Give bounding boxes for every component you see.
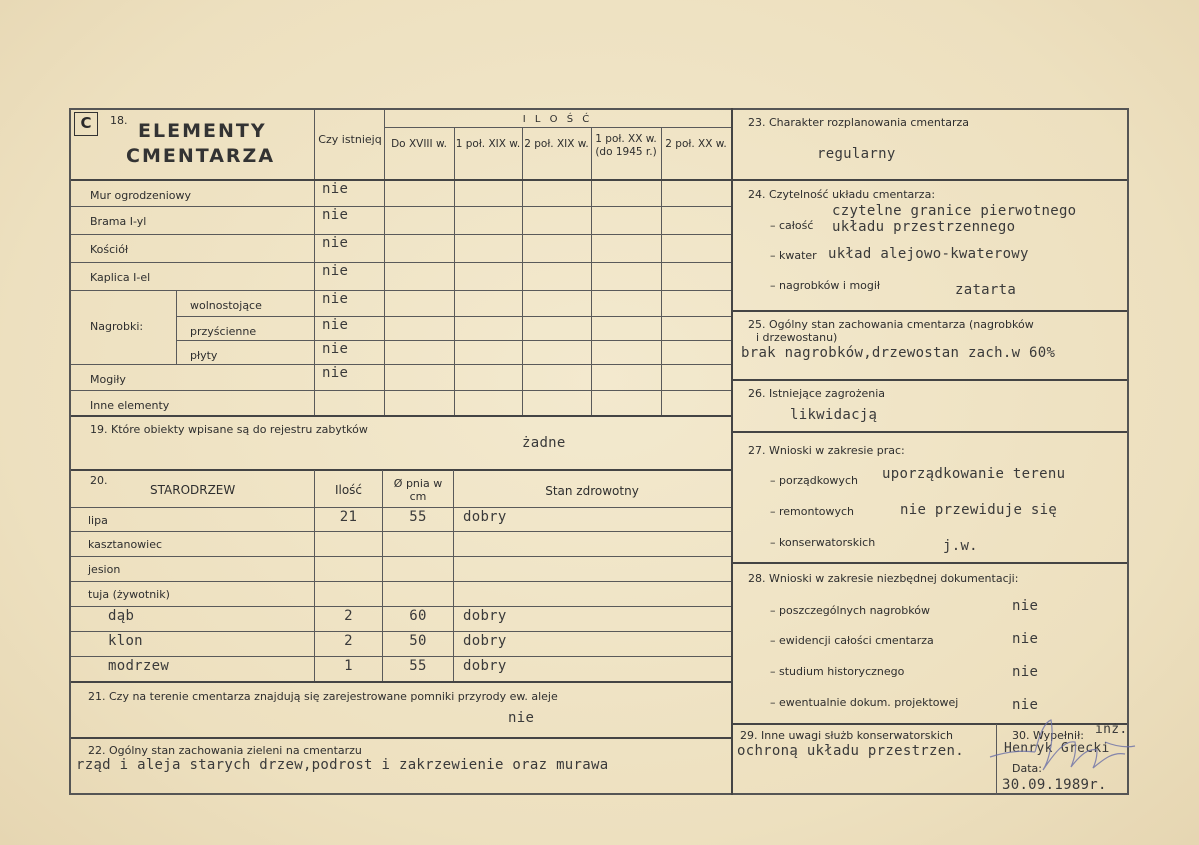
s30-date: 30.09.1989r. xyxy=(1002,777,1107,793)
s24-nagrobkow-label: – nagrobków i mogił xyxy=(770,279,881,292)
grid-line xyxy=(176,316,731,317)
period-header: 1 poł. XIX w. xyxy=(455,138,521,150)
grid-line xyxy=(733,431,1127,433)
grid-line xyxy=(71,262,731,263)
grid-line xyxy=(176,340,731,341)
tree-qty: 21 xyxy=(339,509,358,525)
s22-answer: rząd i aleja starych drzew,podrost i zakrzewienie oraz murawa xyxy=(76,757,609,773)
grid-line xyxy=(384,110,385,416)
s24-kwater-label: – kwater xyxy=(770,249,817,262)
period-header: 2 poł. XX w. xyxy=(665,138,727,150)
tree-name: lipa xyxy=(88,514,108,527)
element-row-label: płyty xyxy=(190,349,218,362)
s24-calosc-value2: układu przestrzennego xyxy=(832,219,1016,235)
element-row-label: Kaplica I-el xyxy=(90,271,151,284)
s28-item-label: – poszczególnych nagrobków xyxy=(770,604,930,617)
s30-name: Henryk Grecki xyxy=(1004,741,1110,756)
tree-qty: 2 xyxy=(344,633,353,649)
element-row-label: Kościół xyxy=(90,243,129,256)
grid-line xyxy=(661,128,662,416)
element-row-value: nie xyxy=(322,207,349,223)
s25-value: brak nagrobków,drzewostan zach.w 60% xyxy=(741,345,1056,361)
element-row-label: Mogiły xyxy=(90,373,126,386)
trees-header-name: STARODRZEW xyxy=(150,483,236,497)
tree-health: dobry xyxy=(463,608,507,624)
tree-qty: 1 xyxy=(344,658,353,674)
element-row-value: nie xyxy=(322,317,349,333)
tree-health: dobry xyxy=(463,658,507,674)
tree-qty: 2 xyxy=(344,608,353,624)
s27-item-label: – porządkowych xyxy=(770,474,858,487)
grid-line xyxy=(71,364,731,365)
grid-line xyxy=(71,606,731,607)
tree-health: dobry xyxy=(463,633,507,649)
grid-line xyxy=(71,390,731,391)
tree-name: kasztanowiec xyxy=(88,538,163,551)
s27-label: 27. Wnioski w zakresie prac: xyxy=(748,444,905,457)
s24-calosc-label: – całość xyxy=(770,219,814,232)
section-number: 18. xyxy=(110,114,128,127)
s28-item-label: – ewentualnie dokum. projektowej xyxy=(770,696,959,709)
grid-line xyxy=(71,581,731,582)
s20-number: 20. xyxy=(90,474,108,487)
element-row-value: nie xyxy=(322,341,349,357)
element-row-value: nie xyxy=(322,291,349,307)
section-letter-box: C xyxy=(74,112,98,136)
grid-line xyxy=(71,415,731,417)
grid-line xyxy=(314,470,315,682)
period-header: 2 poł. XIX w. xyxy=(524,138,589,150)
tree-name: tuja (żywotnik) xyxy=(88,588,170,601)
s29-label: 29. Inne uwagi służb konserwatorskich xyxy=(740,729,953,742)
grid-line xyxy=(71,556,731,557)
trees-header-qty: Ilość xyxy=(334,483,363,497)
element-row-value: nie xyxy=(322,235,349,251)
grid-line xyxy=(71,737,731,739)
grid-line xyxy=(71,179,731,181)
element-row-label: wolnostojące xyxy=(190,299,262,312)
grid-line xyxy=(71,290,731,291)
trees-header-diameter: Ø pnia w cm xyxy=(393,477,443,503)
s19-answer: żadne xyxy=(522,435,566,451)
s28-item-value: nie xyxy=(1012,598,1039,614)
s27-item-label: – remontowych xyxy=(770,505,855,518)
grid-line xyxy=(733,179,1127,181)
s24-calosc-value1: czytelne granice pierwotnego xyxy=(832,203,1077,219)
tree-name: klon xyxy=(108,633,143,649)
grid-line xyxy=(71,656,731,657)
grid-line xyxy=(733,562,1127,564)
s22-question: 22. Ogólny stan zachowania zieleni na cmentarzu xyxy=(88,744,362,757)
element-row-label: przyścienne xyxy=(190,325,257,338)
s28-item-label: – ewidencji całości cmentarza xyxy=(770,634,934,647)
element-row-value: nie xyxy=(322,181,349,197)
column-divider xyxy=(731,108,733,795)
s27-item-value: nie przewiduje się xyxy=(900,502,1058,518)
grid-line xyxy=(733,310,1127,312)
s25-label1: 25. Ogólny stan zachowania cmentarza (nagrobków xyxy=(748,318,1034,331)
s28-item-label: – studium historycznego xyxy=(770,665,905,678)
s28-item-value: nie xyxy=(1012,664,1039,680)
s24-nagrobkow-value: zatarta xyxy=(955,282,1017,298)
grid-line xyxy=(71,469,731,471)
grid-line xyxy=(71,206,731,207)
grid-line xyxy=(71,531,731,532)
period-header: Do XVIII w. xyxy=(391,138,447,150)
grid-line xyxy=(522,128,523,416)
s24-kwater-value: układ alejowo-kwaterowy xyxy=(828,246,1029,262)
s28-label: 28. Wnioski w zakresie niezbędnej dokumentacji: xyxy=(748,572,1019,585)
grid-line xyxy=(382,470,383,682)
tree-name: jesion xyxy=(88,563,121,576)
grid-line xyxy=(733,379,1127,381)
s21-answer: nie xyxy=(508,710,535,726)
tree-health: dobry xyxy=(463,509,507,525)
s28-item-value: nie xyxy=(1012,697,1039,713)
element-row-label: Mur ogrodzeniowy xyxy=(90,189,191,202)
section-title-line1: ELEMENTY xyxy=(138,120,267,142)
s23-label: 23. Charakter rozplanowania cmentarza xyxy=(748,116,969,129)
section-title-line2: CMENTARZA xyxy=(126,145,276,167)
signature xyxy=(985,712,1145,782)
nagrobki-label: Nagrobki: xyxy=(90,320,144,333)
element-row-value: nie xyxy=(322,365,349,381)
grid-line xyxy=(591,128,592,416)
grid-line xyxy=(71,681,731,683)
element-row-label: Brama I-yl xyxy=(90,215,147,228)
tree-diameter: 60 xyxy=(409,608,427,624)
s21-question: 21. Czy na terenie cmentarza znajdują się zarejestrowane pomniki przyrody ew. aleje xyxy=(88,690,558,703)
grid-line xyxy=(71,234,731,235)
tree-diameter: 55 xyxy=(409,509,427,525)
grid-line xyxy=(453,470,454,682)
s25-label2: i drzewostanu) xyxy=(756,331,838,344)
element-row-label: Inne elementy xyxy=(90,399,170,412)
grid-line xyxy=(71,507,731,508)
grid-line xyxy=(454,128,455,416)
period-header: 1 poł. XX w. (do 1945 r.) xyxy=(595,133,657,158)
header-exists: Czy istniejq xyxy=(318,133,382,146)
tree-name: dąb xyxy=(108,608,135,624)
s24-label: 24. Czytelność układu cmentarza: xyxy=(748,188,936,201)
element-row-value: nie xyxy=(322,263,349,279)
s30-label: 30. Wypełnił: xyxy=(1012,729,1084,742)
grid-line xyxy=(71,631,731,632)
grid-line xyxy=(314,110,315,416)
s19-question: 19. Które obiekty wpisane są do rejestru zabytków xyxy=(90,423,368,436)
s26-value: likwidacją xyxy=(790,407,878,423)
trees-header-health: Stan zdrowotny xyxy=(545,484,639,498)
s29-value: ochroną układu przestrzen. xyxy=(737,743,964,759)
s30-date-label: Data: xyxy=(1012,762,1042,775)
s27-item-value: j.w. xyxy=(943,538,978,554)
s23-value: regularny xyxy=(817,146,896,162)
s26-label: 26. Istniejące zagrożenia xyxy=(748,387,886,400)
tree-name: modrzew xyxy=(108,658,170,674)
grid-line xyxy=(176,290,177,364)
s28-item-value: nie xyxy=(1012,631,1039,647)
tree-diameter: 50 xyxy=(409,633,427,649)
grid-line xyxy=(384,127,731,128)
s27-item-value: uporządkowanie terenu xyxy=(882,466,1066,482)
header-quantity: I L O Ś Ć xyxy=(522,114,593,125)
tree-diameter: 55 xyxy=(409,658,427,674)
s27-item-label: – konserwatorskich xyxy=(770,536,876,549)
s30-title: inż. xyxy=(1095,722,1128,737)
